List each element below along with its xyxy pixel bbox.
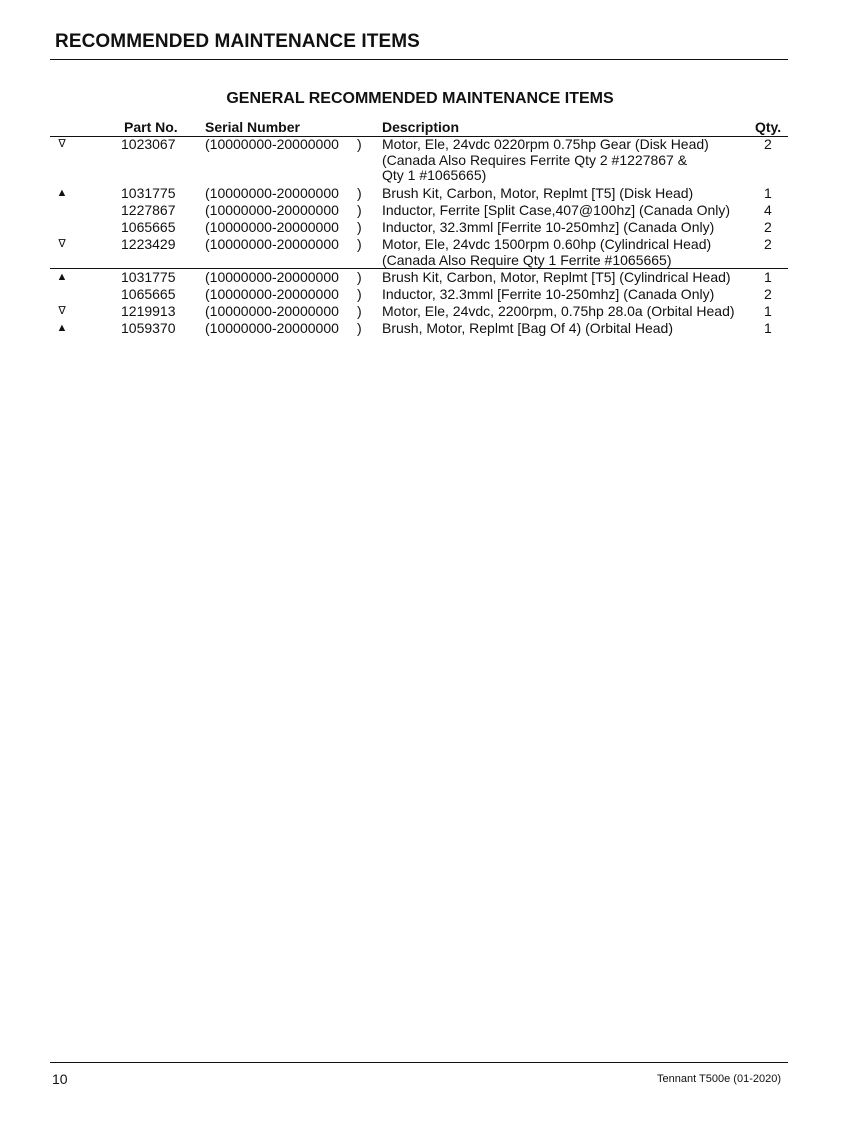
serial-close: ) (357, 269, 362, 285)
serial-range: (10000000-20000000 (205, 185, 339, 201)
serial-close: ) (357, 136, 362, 152)
description: Brush Kit, Carbon, Motor, Replmt [T5] (Cylindrical Head) (382, 269, 731, 285)
page-number: 10 (52, 1071, 68, 1087)
serial-close: ) (357, 219, 362, 235)
quantity: 2 (764, 236, 772, 252)
brush-symbol-icon: ▲ (56, 271, 68, 283)
part-number: 1031775 (121, 185, 176, 201)
quantity: 2 (764, 286, 772, 302)
column-header-qty: Qty. (755, 119, 782, 135)
part-number: 1065665 (121, 286, 176, 302)
serial-range: (10000000-20000000 (205, 286, 339, 302)
part-number: 1227867 (121, 202, 176, 218)
quantity: 1 (764, 185, 772, 201)
serial-close: ) (357, 303, 362, 319)
part-number: 1219913 (121, 303, 176, 319)
part-number: 1223429 (121, 236, 176, 252)
page-title: RECOMMENDED MAINTENANCE ITEMS (55, 31, 420, 52)
quantity: 4 (764, 202, 772, 218)
serial-close: ) (357, 320, 362, 336)
section-title: GENERAL RECOMMENDED MAINTENANCE ITEMS (226, 90, 614, 107)
footer-rule (50, 1062, 788, 1063)
description: Motor, Ele, 24vdc 0220rpm 0.75hp Gear (Disk Head) (Canada Also Requires Ferrite Qty 2 #1227867 & Qty 1 #1065665) (382, 136, 709, 184)
document-id: Tennant T500e (01-2020) (657, 1073, 781, 1085)
serial-range: (10000000-20000000 (205, 303, 339, 319)
serial-range: (10000000-20000000 (205, 236, 339, 252)
serial-close: ) (357, 185, 362, 201)
quantity: 1 (764, 269, 772, 285)
description: Inductor, Ferrite [Split Case,407@100hz] (Canada Only) (382, 202, 731, 218)
column-header-serial-number: Serial Number (205, 119, 300, 135)
part-number: 1023067 (121, 136, 176, 152)
serial-range: (10000000-20000000 (205, 320, 339, 336)
motor-symbol-icon: ∇ (58, 305, 66, 317)
serial-close: ) (357, 286, 362, 302)
motor-symbol-icon: ∇ (58, 238, 66, 250)
serial-range: (10000000-20000000 (205, 136, 339, 152)
serial-range: (10000000-20000000 (205, 219, 339, 235)
description: Motor, Ele, 24vdc, 2200rpm, 0.75hp 28.0a (Orbital Head) (382, 303, 735, 319)
brush-symbol-icon: ▲ (56, 322, 68, 334)
description: Motor, Ele, 24vdc 1500rpm 0.60hp (Cylindrical Head) (Canada Also Require Qty 1 Ferrite #1065665) (382, 236, 712, 268)
column-header-part-no: Part No. (124, 119, 178, 135)
quantity: 1 (764, 320, 772, 336)
quantity: 2 (764, 219, 772, 235)
motor-symbol-icon: ∇ (58, 138, 66, 150)
column-header-description: Description (382, 119, 460, 135)
serial-range: (10000000-20000000 (205, 202, 339, 218)
serial-close: ) (357, 202, 362, 218)
description: Brush, Motor, Replmt [Bag Of 4) (Orbital Head) (382, 320, 673, 336)
description: Inductor, 32.3mml [Ferrite 10-250mhz] (Canada Only) (382, 286, 715, 302)
part-number: 1031775 (121, 269, 176, 285)
serial-close: ) (357, 236, 362, 252)
part-number: 1059370 (121, 320, 176, 336)
quantity: 2 (764, 136, 772, 152)
quantity: 1 (764, 303, 772, 319)
title-rule (50, 59, 788, 60)
serial-range: (10000000-20000000 (205, 269, 339, 285)
description: Brush Kit, Carbon, Motor, Replmt [T5] (Disk Head) (382, 185, 694, 201)
part-number: 1065665 (121, 219, 176, 235)
description: Inductor, 32.3mml [Ferrite 10-250mhz] (Canada Only) (382, 219, 715, 235)
brush-symbol-icon: ▲ (56, 187, 68, 199)
